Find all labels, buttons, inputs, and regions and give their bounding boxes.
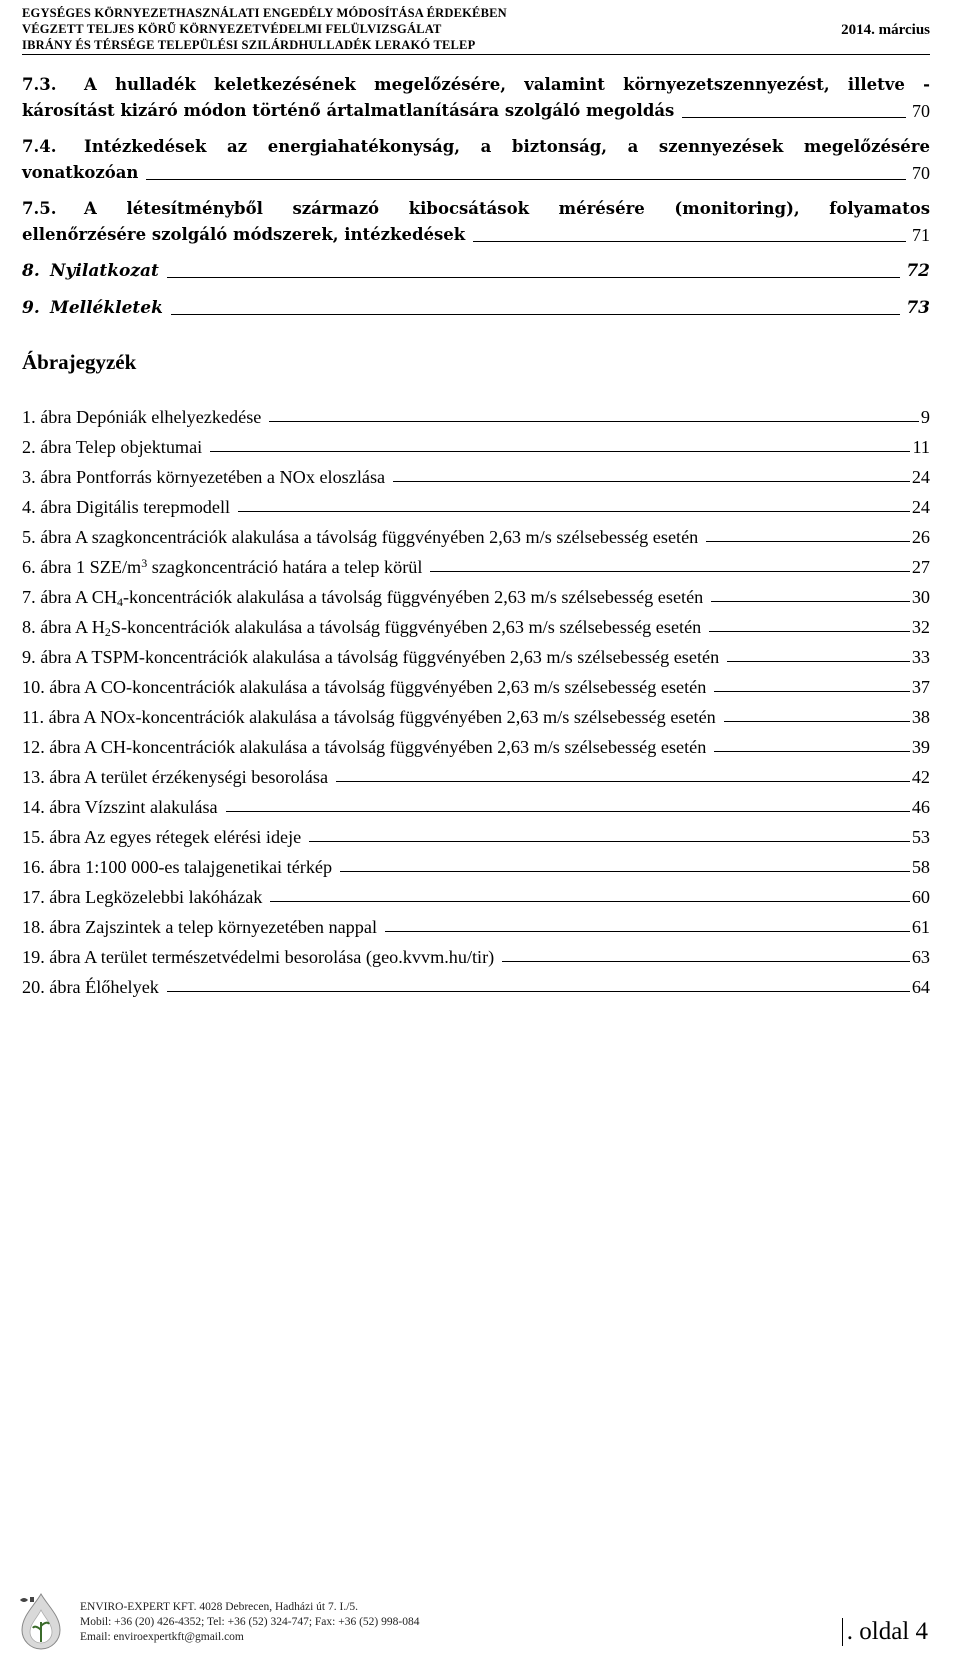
figure-entry[interactable] [22, 458, 930, 488]
leader-line [167, 277, 900, 278]
figure-page: 38 [911, 707, 930, 727]
figure-page: 58 [911, 857, 930, 877]
figure-entry[interactable] [22, 578, 930, 608]
figure-page: 30 [911, 587, 930, 607]
toc-chapter-title: Mellékletek [50, 298, 163, 318]
figure-label-part: 7. ábra A CH [22, 587, 117, 607]
figure-entry[interactable] [22, 818, 930, 848]
figure-page: 27 [911, 557, 930, 577]
figure-label-part: 6. ábra 1 SZE/m [22, 557, 142, 577]
leader-line [682, 117, 906, 118]
figure-label: 4. ábra Digitális terepmodell [22, 497, 231, 517]
figure-entry[interactable] [22, 518, 930, 548]
toc-chapter-number: 9. [22, 298, 40, 318]
leader-line [340, 871, 910, 872]
page-header [22, 6, 930, 52]
page-number [842, 1618, 928, 1646]
figure-entry[interactable] [22, 548, 930, 578]
enviro-expert-logo-icon [18, 1592, 64, 1650]
toc-chapter-page: 72 [906, 261, 930, 281]
figure-page: 26 [911, 527, 930, 547]
leader-line [727, 661, 910, 662]
leader-line [171, 314, 900, 315]
figure-label: 14. ábra Vízszint alakulása [22, 797, 218, 817]
toc-chapter-title: Nyilatkozat [50, 261, 159, 281]
leader-line [336, 781, 910, 782]
page-number-divider [842, 1618, 843, 1646]
figure-list [22, 398, 930, 998]
leader-line [210, 451, 910, 452]
figure-page: 11 [912, 437, 930, 457]
figure-page: 46 [911, 797, 930, 817]
figure-entry[interactable] [22, 668, 930, 698]
figure-page: 53 [911, 827, 930, 847]
leader-line [238, 511, 910, 512]
figure-label: 18. ábra Zajszintek a telep környezetében nappal [22, 917, 377, 937]
figure-entry[interactable] [22, 788, 930, 818]
toc-chapter-entry[interactable] [22, 295, 930, 321]
footer-company: ENVIRO-EXPERT KFT. 4028 Debrecen, Hadházi út 7. I./5. [80, 1601, 359, 1613]
toc-entry-page: 71 [912, 225, 930, 245]
toc-entry-number: 7.3. [22, 75, 57, 94]
figure-entry[interactable] [22, 878, 930, 908]
figure-label-part: -koncentrációk alakulása a távolság függvényében 2,63 m/s szélsebesség esetén [122, 587, 704, 607]
toc-entry-number: 7.4. [22, 137, 57, 156]
figure-label [22, 617, 701, 638]
table-of-contents [22, 72, 930, 332]
figure-page: 24 [911, 467, 930, 487]
figure-label: 12. ábra A CH-koncentrációk alakulása a távolság függvényében 2,63 m/s szélsebesség esetén [22, 737, 707, 757]
figure-page: 32 [911, 617, 930, 637]
figure-label: 15. ábra Az egyes rétegek elérési ideje [22, 827, 302, 847]
leader-line [146, 179, 906, 180]
leader-line [473, 241, 906, 242]
figure-entry[interactable] [22, 938, 930, 968]
leader-line [502, 961, 910, 962]
figure-entry[interactable] [22, 428, 930, 458]
toc-entry-title-cont: károsítást kizáró módon történő ártalmatlanítására szolgáló megoldás [22, 101, 675, 120]
leader-line [711, 601, 910, 602]
leader-line [724, 721, 910, 722]
leader-line [714, 751, 909, 752]
page-number-label: . oldal 4 [846, 1618, 928, 1645]
header-line-2: VÉGZETT TELJES KÖRŰ KÖRNYEZETVÉDELMI FELÜLVIZSGÁLAT [22, 22, 442, 36]
leader-line [393, 481, 910, 482]
figure-page: 63 [911, 947, 930, 967]
toc-entry[interactable] [22, 196, 930, 248]
toc-entry-title: A hulladék keletkezésének megelőzésére, valamint környezetszennyezést, illetve - [84, 75, 930, 94]
leader-line [714, 691, 909, 692]
figure-label [22, 587, 703, 608]
figure-page: 9 [920, 407, 930, 427]
header-date: 2014. március [841, 22, 930, 38]
figure-label: 10. ábra A CO-koncentrációk alakulása a távolság függvényében 2,63 m/s szélsebesség esetén [22, 677, 707, 697]
toc-chapter-number: 8. [22, 261, 40, 281]
leader-line [269, 421, 919, 422]
toc-entry[interactable] [22, 134, 930, 186]
figure-label-part: 8. ábra A H [22, 617, 105, 637]
figure-entry[interactable] [22, 848, 930, 878]
leader-line [706, 541, 910, 542]
figure-page: 37 [911, 677, 930, 697]
leader-line [709, 631, 910, 632]
figure-label: 11. ábra A NOx-koncentrációk alakulása a távolság függvényében 2,63 m/s szélsebesség esetén [22, 707, 716, 727]
figure-entry[interactable] [22, 758, 930, 788]
page-footer [18, 1592, 930, 1652]
figure-entry[interactable] [22, 698, 930, 728]
header-divider [22, 54, 930, 55]
figure-entry[interactable] [22, 968, 930, 998]
footer-contact [80, 1600, 419, 1645]
figure-entry[interactable] [22, 398, 930, 428]
toc-entry-page: 70 [912, 163, 930, 183]
figure-entry[interactable] [22, 638, 930, 668]
superscript: 3 [141, 556, 148, 570]
figure-label: 1. ábra Depóniák elhelyezkedése [22, 407, 262, 427]
figure-label: 16. ábra 1:100 000-es talajgenetikai térkép [22, 857, 333, 877]
leader-line [385, 931, 910, 932]
toc-chapter-page: 73 [906, 298, 930, 318]
figure-entry[interactable] [22, 488, 930, 518]
figure-label: 19. ábra A terület természetvédelmi besorolása (geo.kvvm.hu/tir) [22, 947, 495, 967]
figure-entry[interactable] [22, 728, 930, 758]
figure-page: 60 [911, 887, 930, 907]
header-line-3: IBRÁNY ÉS TÉRSÉGE TELEPÜLÉSI SZILÁRDHULLADÉK LERAKÓ TELEP [22, 38, 476, 52]
toc-chapter-entry[interactable] [22, 258, 930, 284]
footer-phones: Mobil: +36 (20) 426-4352; Tel: +36 (52) 324-747; Fax: +36 (52) 998-084 [80, 1616, 420, 1628]
figure-page: 42 [911, 767, 930, 787]
subscript: 4 [116, 595, 123, 609]
leader-line [309, 841, 910, 842]
figure-label: 20. ábra Élőhelyek [22, 977, 159, 997]
toc-entry-title-cont: ellenőrzésére szolgáló módszerek, intézkedések [22, 225, 466, 244]
header-line-1: EGYSÉGES KÖRNYEZETHASZNÁLATI ENGEDÉLY MÓDOSÍTÁSA ÉRDEKÉBEN [22, 6, 507, 20]
figure-label: 13. ábra A terület érzékenységi besorolása [22, 767, 329, 787]
toc-entry-page: 70 [912, 101, 930, 121]
figure-page: 61 [911, 917, 930, 937]
figure-page: 64 [911, 977, 930, 997]
figure-label: 5. ábra A szagkoncentrációk alakulása a távolság függvényében 2,63 m/s szélsebesség esetén [22, 527, 699, 547]
toc-entry[interactable] [22, 72, 930, 124]
leader-line [226, 811, 910, 812]
figure-page: 24 [911, 497, 930, 517]
leader-line [430, 571, 909, 572]
figure-label [22, 557, 422, 578]
figure-entry[interactable] [22, 608, 930, 638]
figure-label-part: szagkoncentráció határa a telep körül [147, 557, 423, 577]
figures-heading: Ábrajegyzék [22, 350, 137, 374]
toc-entry-title-cont: vonatkozóan [22, 163, 139, 182]
figure-label-part: S-koncentrációk alakulása a távolság függvényében 2,63 m/s szélsebesség esetén [110, 617, 702, 637]
figure-label: 9. ábra A TSPM-koncentrációk alakulása a távolság függvényében 2,63 m/s szélsebesség esetén [22, 647, 720, 667]
toc-entry-number: 7.5. [22, 199, 57, 218]
figure-label: 3. ábra Pontforrás környezetében a NOx eloszlása [22, 467, 386, 487]
toc-entry-title: Intézkedések az energiahatékonyság, a biztonság, a szennyezések megelőzésére [84, 137, 930, 156]
footer-email: Email: enviroexpertkft@gmail.com [80, 1631, 244, 1643]
figure-label: 2. ábra Telep objektumai [22, 437, 203, 457]
leader-line [270, 901, 909, 902]
toc-entry-title: A létesítményből származó kibocsátások mérésére (monitoring), folyamatos [84, 199, 930, 218]
leader-line [167, 991, 910, 992]
figure-label: 17. ábra Legközelebbi lakóházak [22, 887, 263, 907]
figure-entry[interactable] [22, 908, 930, 938]
subscript: 2 [104, 625, 111, 639]
figure-page: 39 [911, 737, 930, 757]
figure-page: 33 [911, 647, 930, 667]
